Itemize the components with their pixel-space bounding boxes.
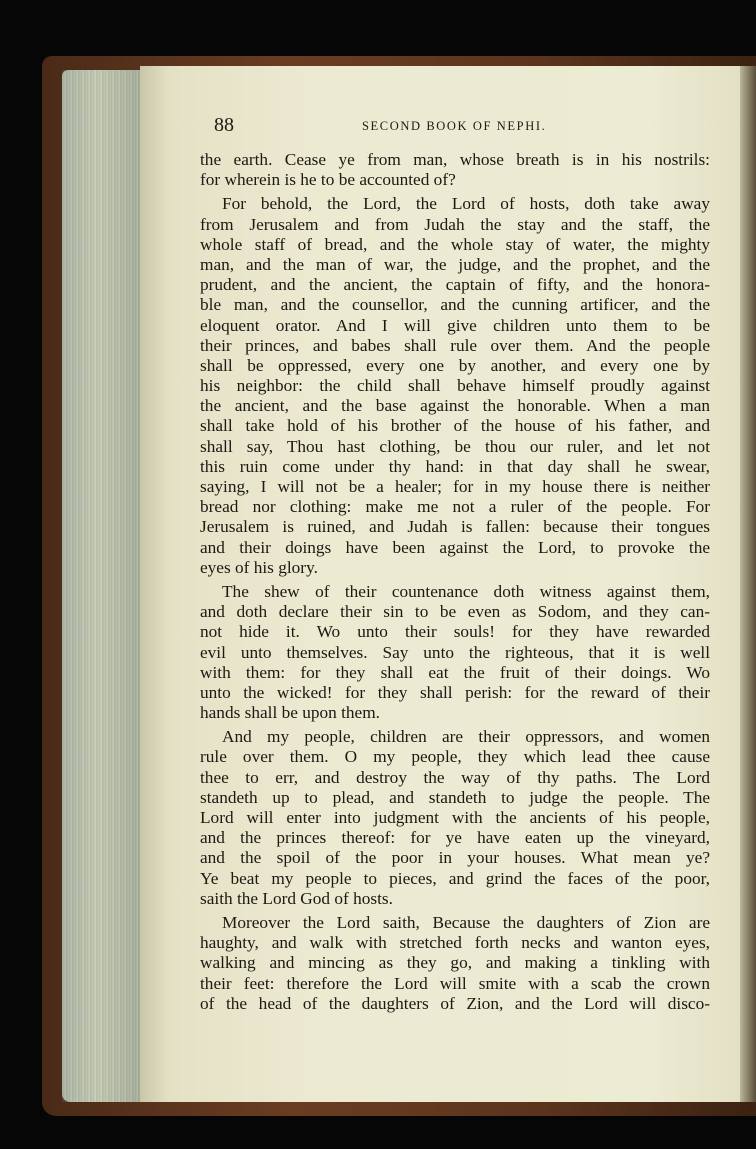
text-line: The shew of their countenance doth witness against them, (222, 581, 710, 601)
text-line: evil unto themselves. Say unto the righteous, that it is well (200, 642, 710, 662)
text-line: Jerusalem is ruined, and Judah is fallen: because their tongues (200, 517, 710, 537)
text-line: of the head of the daughters of Zion, and the Lord will disco- (200, 993, 710, 1013)
text-line: saith the Lord God of hosts. (200, 888, 393, 908)
text-line: thee to err, and destroy the way of thy paths. The Lord (200, 767, 710, 787)
paragraph (200, 727, 710, 909)
text-line: For behold, the Lord, the Lord of hosts, doth take away (222, 194, 710, 214)
text-line: the earth. Cease ye from man, whose breath is in his nostrils: (200, 150, 710, 169)
text-line: Lord will enter into judgment with the ancients of his people, (200, 808, 710, 827)
text-line: not hide it. Wo unto their souls! for they have rewarded (200, 622, 710, 642)
text-line: eloquent orator. And I will give children unto them to be (200, 315, 710, 335)
text-line: ble man, and the counsellor, and the cunning artificer, and the (200, 295, 710, 315)
text-line: this ruin come under thy hand: in that day shall he swear, (200, 456, 710, 476)
text-line: walking and mincing as they go, and making a tinkling with (200, 953, 710, 973)
text-line: rule over them. O my people, they which lead thee cause (200, 747, 710, 767)
text-line: with them: for they shall eat the fruit of their doings. Wo (200, 662, 710, 682)
text-line: prudent, and the ancient, the captain of fifty, and the honora- (200, 275, 710, 295)
text-line: shall take hold of his brother of the house of his father, and (200, 416, 710, 436)
paragraph (200, 582, 710, 723)
text-line: and the spoil of the poor in your houses. What mean ye? (200, 848, 710, 868)
paragraph (200, 913, 710, 1014)
page-edges (62, 70, 148, 1102)
running-head (214, 114, 714, 138)
text-line: their feet: therefore the Lord will smite with a scab the crown (200, 973, 710, 993)
text-line: and the princes thereof: for ye have eaten up the vineyard, (200, 828, 710, 848)
text-line: man, and the man of war, the judge, and the prophet, and the (200, 254, 710, 274)
page-number: 88 (214, 114, 234, 136)
text-line: and their doings have been against the Lord, to provoke the (200, 537, 710, 557)
text-line: unto the wicked! for they shall perish: for the reward of their (200, 682, 710, 702)
text-line: standeth up to plead, and standeth to judge the people. The (200, 787, 710, 807)
text-line: Moreover the Lord saith, Because the daughters of Zion are (222, 912, 710, 932)
body-text (200, 150, 710, 1018)
paragraph (200, 194, 710, 578)
text-line: hands shall be upon them. (200, 703, 380, 723)
text-line: for wherein is he to be accounted of? (200, 170, 456, 190)
text-line: whole staff of bread, and the whole stay of water, the mighty (200, 234, 710, 254)
paragraph (200, 150, 710, 190)
text-line: bread nor clothing: make me not a ruler of the people. For (200, 497, 710, 517)
text-line: and doth declare their sin to be even as Sodom, and they can- (200, 602, 710, 622)
text-line: shall be oppressed, every one by another, and every one by (200, 355, 710, 375)
text-line: eyes of his glory. (200, 557, 318, 577)
text-line: the ancient, and the base against the honorable. When a man (200, 396, 710, 416)
text-line: And my people, children are their oppressors, and women (222, 727, 710, 747)
text-line: from Jerusalem and from Judah the stay and the staff, the (200, 214, 710, 234)
text-line: their princes, and babes shall rule over them. And the people (200, 335, 710, 355)
text-line: haughty, and walk with stretched forth necks and wanton eyes, (200, 933, 710, 953)
book-title: SECOND BOOK OF NEPHI. (362, 119, 547, 133)
text-line: shall say, Thou hast clothing, be thou our ruler, and let not (200, 436, 710, 456)
text-line: Ye beat my people to pieces, and grind the faces of the poor, (200, 868, 710, 888)
text-line: saying, I will not be a healer; for in my house there is neither (200, 477, 710, 496)
text-line: his neighbor: the child shall behave himself proudly against (200, 376, 710, 396)
gutter-shadow (740, 66, 756, 1102)
